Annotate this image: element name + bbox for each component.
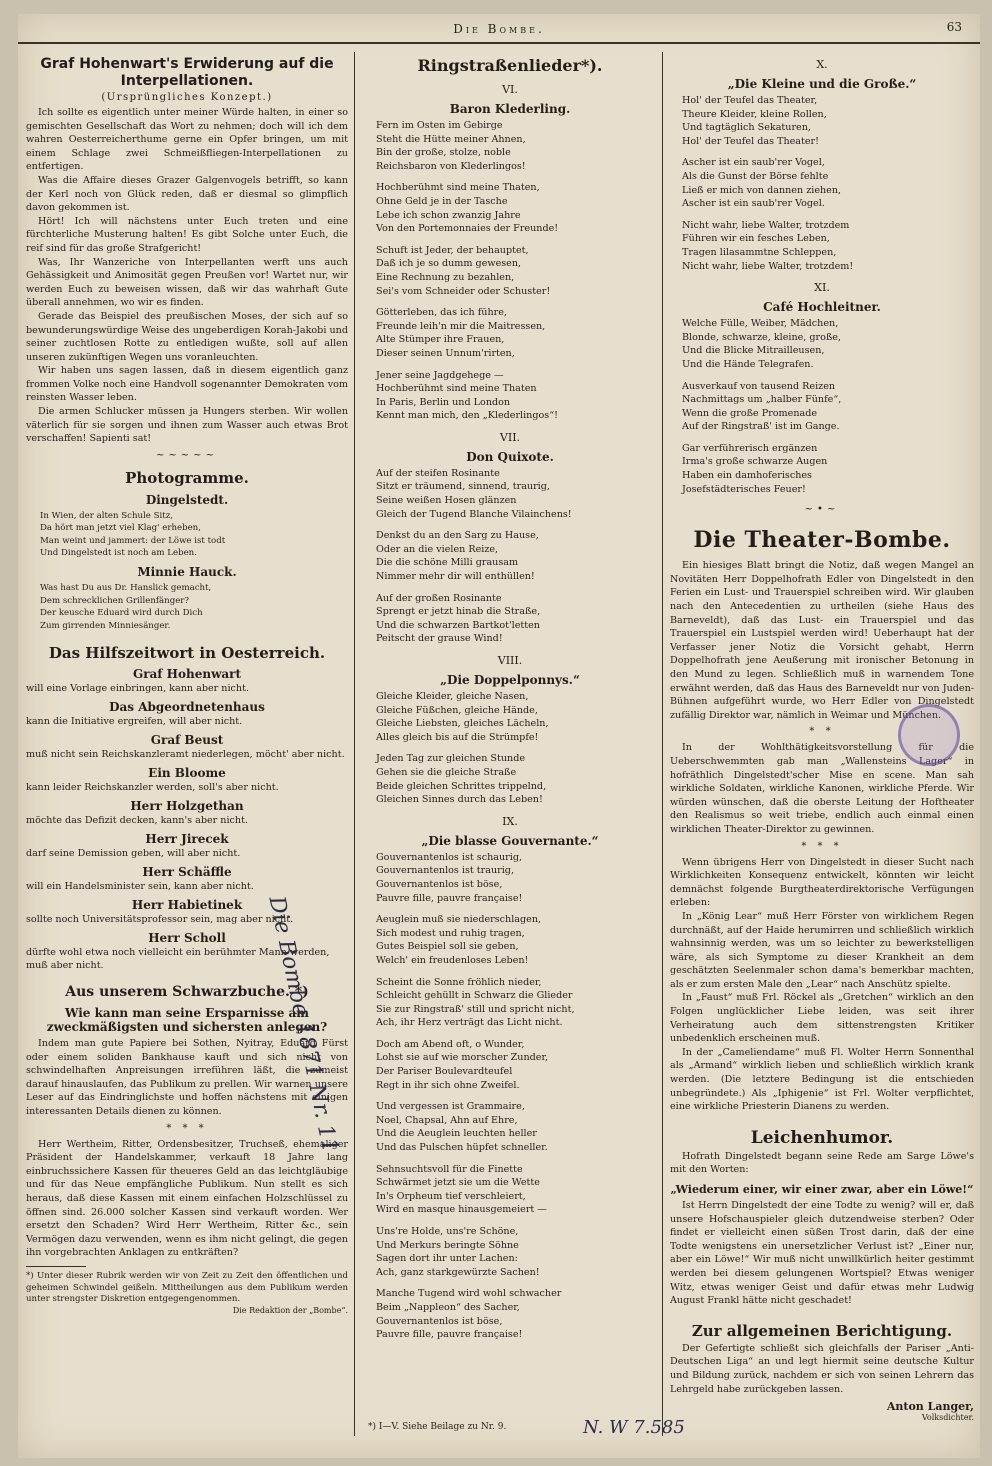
poem-line: Gouvernantenlos ist böse,: [376, 878, 503, 890]
masthead-title: Die Bombe.: [453, 22, 545, 36]
paragraph: Was, Ihr Wanzeriche von Interpellanten werft uns auch Gehässigkeit und Animosität gegen Preußen vor! Wartet nur, wir werden Euch zu beweisen wissen, daß wir das wahrhaft Gute überall annehmen, wo wir es finden.: [26, 256, 348, 309]
article-body: [26, 106, 348, 446]
paragraph: Ich sollte es eigentlich unter meiner Würde halten, in einer so gemischten Gesellschaft das Wort zu nehmen; doch will ich dem wahren Oesterreicherthume gerne ein Opfer bringen, um mit einem Schlage zwei Schmeißfliegen-Interpellationen zu entfertigen.: [26, 107, 348, 173]
poem-line: Zum girrenden Minniesänger.: [40, 620, 171, 631]
poem-line: Ach, ihr Herz verträgt das Licht nicht.: [376, 1017, 563, 1029]
ornament-divider: ~•~: [804, 504, 840, 516]
poem-line: Nimmer mehr dir will enthüllen!: [376, 571, 535, 583]
poem-line: Gutes Beispiel soll sie geben,: [376, 941, 519, 953]
poem-line: Dieser seinen Unnum'rirten,: [376, 347, 515, 359]
entry-text: darf seine Demission geben, will aber nicht.: [26, 848, 241, 860]
entry-name: Graf Hohenwart: [132, 667, 242, 682]
poem-title: „Die Doppelponnys.“: [440, 673, 580, 687]
poem-line: Ach, ganz starkgewürzte Sachen!: [376, 1266, 540, 1278]
stanza: [376, 690, 656, 744]
paragraph: Die armen Schlucker müssen ja Hungers sterben. Wir wollen väterlich für sie sorgen und ihnen zum Wasser auch etwas Brot verschaffen! Sapienti sat!: [26, 406, 348, 445]
page-header: [18, 14, 980, 44]
article-subtitle: (Ursprüngliches Konzept.): [101, 92, 273, 103]
poem-line: Gleiche Kleider, gleiche Nasen,: [376, 691, 529, 702]
section-title: Zur allgemeinen Berichtigung.: [691, 1321, 953, 1340]
poem-line: Aeuglein muß sie niederschlagen,: [376, 914, 542, 926]
poem-line: Gleich der Tugend Blanche Vilainchens!: [376, 508, 572, 520]
poem-line: Josefstädterisches Feuer!: [682, 483, 806, 495]
stanza: [376, 592, 656, 646]
poem-line: Seine weißen Hosen glänzen: [376, 495, 517, 507]
footnote: *) Unter dieser Rubrik werden wir von Zeit zu Zeit den öffentlichen und geheimen Schwindel geißeln. Mittheilungen aus dem Publikum werden unter strengster Diskretion entgegengenommen.: [26, 1271, 348, 1304]
poem-line: Gleiche Füßchen, gleiche Hände,: [376, 704, 538, 716]
poem-line: Jener seine Jagdgehege —: [376, 369, 504, 381]
paragraph: Hört! Ich will nächstens unter Euch treten und eine fürchterliche Musterung halten! Es gibt Solche unter Euch, die reif sind für das große Strafgericht!: [26, 215, 348, 254]
poem-line: Freunde leih'n mir die Maitressen,: [376, 320, 546, 332]
section-title: Leichenhumor.: [750, 1127, 894, 1148]
section-title: Das Hilfszeitwort in Oesterreich.: [48, 644, 326, 663]
section-title: Aus unserem Schwarzbuche. *): [65, 984, 309, 1001]
stanza: [376, 244, 656, 298]
poem-line: Nicht wahr, liebe Walter, trotzdem!: [682, 260, 854, 272]
stanza: [682, 219, 974, 273]
ornament-divider: ~~~~~: [156, 449, 218, 461]
poem-line: Welch' ein freudenloses Leben!: [376, 954, 529, 966]
paragraph: Was die Affaire dieses Grazer Galgenvogels betrifft, so kann der Kerl noch von Glück reden, daß er diesmal so glimpflich davon gekommen ist.: [26, 174, 348, 214]
poem-line: Sagen dort ihr unter Lachen:: [376, 1253, 518, 1265]
poem: [364, 467, 656, 646]
poem-line: Pauvre fille, pauvre française!: [376, 892, 523, 904]
poem-line: Gar verführerisch ergänzen: [682, 442, 818, 454]
poem-line: In's Orpheum tief verschleiert,: [376, 1190, 526, 1202]
poem-line: Auf der Ringstraß' ist im Gange.: [682, 421, 840, 433]
article-body: [670, 559, 974, 722]
poem-line: Götterleben, das ich führe,: [376, 307, 507, 319]
poem-line: Gleiche Liebsten, gleiches Lächeln,: [376, 718, 549, 730]
poem-title: Café Hochleitner.: [763, 300, 881, 315]
stanza: [682, 380, 974, 434]
article-body: [670, 1199, 974, 1308]
poem-line: In Paris, Berlin und London: [376, 396, 511, 408]
poem-title: Minnie Hauck.: [137, 565, 237, 580]
paragraph: Wenn übrigens Herr von Dingelstedt in dieser Sucht nach Wirklichkeiten Konsequenz entwickelt, könnten wir leicht demnächst folgende Burgtheaterdirektorische Verfügungen erleben:: [670, 856, 974, 909]
poem-line: Hol' der Teufel das Theater!: [682, 135, 819, 147]
poem-number: VII.: [499, 430, 521, 444]
poem-line: Sehnsuchtsvoll für die Finette: [376, 1163, 523, 1175]
stanza: [376, 1163, 656, 1217]
entry-text: will ein Handelsminister sein, kann aber nicht.: [26, 881, 254, 893]
poem-title: Don Quixote.: [466, 449, 554, 464]
poem-line: Regt in ihr sich ohne Zweifel.: [376, 1079, 520, 1091]
entry-name: Herr Jirecek: [145, 832, 229, 847]
page-number: 63: [946, 20, 962, 34]
poem-line: Beim „Nappleon“ des Sacher,: [376, 1301, 520, 1313]
paragraph: Hofrath Dingelstedt begann seine Rede am Sarge Löwe's mit den Worten:: [670, 1150, 974, 1176]
poem-number: VI.: [502, 83, 518, 96]
poem-line: Und Merkurs beringte Söhne: [376, 1239, 519, 1251]
poem-line: Bin der große, stolze, noble: [376, 147, 511, 159]
poem-line: Auf der großen Rosinante: [376, 592, 502, 604]
entry-text: sollte noch Universitätsprofessor sein, mag aber nicht.: [26, 914, 294, 926]
handwritten-note: Die Bombe 1871 Nr. 11: [263, 894, 343, 1155]
stanza: [376, 913, 656, 967]
stanza: [376, 306, 656, 360]
paragraph: In der Wohlthätigkeitsvorstellung für die Ueberschwemmten gab man „Wallensteins Lager“ in hofräthlich Dingelstedt'scher Mise en scene. Man sah wirkliche Soldaten, wirkliche Kanonen, wirkliche Pferde. Wir würden wünschen, daß die oberste Leitung der Hoftheater den Realismus so weit triebe, endlich auch einmal einen wirklichen Theater-Direktor zu gewinnen.: [670, 742, 974, 835]
asterism: * * *: [801, 840, 843, 852]
section-title: Ringstraßenlieder*).: [417, 56, 603, 75]
poem-line: Doch am Abend oft, o Wunder,: [376, 1038, 525, 1050]
poem-line: Hochberühmt sind meine Thaten,: [376, 182, 540, 194]
entry-text: möchte das Defizit decken, kann's aber nicht.: [26, 815, 248, 827]
poem-line: Was hast Du aus Dr. Hanslick gemacht,: [40, 583, 212, 594]
stanza: [376, 976, 656, 1030]
poem-line: Steht die Hütte meiner Ahnen,: [376, 133, 526, 145]
poem: [364, 690, 656, 807]
poem-line: Tragen lilasammtne Schleppen,: [682, 246, 837, 258]
poem: [40, 510, 348, 560]
poem-line: Noel, Chapsal, Ahn auf Ehre,: [376, 1114, 518, 1126]
library-stamp: [898, 704, 960, 766]
asterism: * *: [809, 726, 835, 738]
poem-title: „Die Kleine und die Große.“: [727, 77, 917, 91]
poem-line: Gouvernantenlos ist traurig,: [376, 865, 514, 877]
poem-line: Gleichen Sinnes durch das Leben!: [376, 794, 543, 806]
stanza: [376, 1287, 656, 1341]
stanza: [376, 851, 656, 905]
poem: [364, 851, 656, 1342]
newspaper-page: [18, 14, 980, 1458]
poem-line: Ausverkauf von tausend Reizen: [682, 380, 836, 392]
paragraph: Gerade das Beispiel des preußischen Moses, der sich auf so bewunderungswürdige Weise des ungeberdigen Korah-Jakobi und seiner zuchtlosen Rotte zu entledigen wußte, soll auf allen unseren zukünftigen Wegen uns voranleuchten.: [26, 310, 348, 363]
stanza: [376, 752, 656, 806]
poem-line: Welche Fülle, Weiber, Mädchen,: [682, 318, 839, 330]
poem-line: Scheint die Sonne fröhlich nieder,: [376, 976, 542, 988]
poem-line: Schleicht gehüllt in Schwarz die Glieder: [376, 990, 573, 1002]
entry-name: Herr Scholl: [148, 931, 226, 946]
poem-title: Baron Klederling.: [449, 102, 571, 116]
poem-number: IX.: [502, 814, 518, 828]
poem-line: Peitscht der grause Wind!: [376, 633, 503, 645]
poem: [670, 94, 974, 273]
column-rule: [662, 52, 663, 1436]
poem-line: Gouvernantenlos ist schaurig,: [376, 851, 523, 863]
article-body: [26, 1138, 348, 1260]
signature-role: Volksdichter.: [921, 1413, 974, 1423]
poem-line: Alte Stümper ihre Frauen,: [376, 334, 505, 346]
section-subtitle: Wie kann man seine Ersparnisse am zweckmäßigsten und sichersten anlegen?: [46, 1006, 328, 1035]
poem-line: Auf der steifen Rosinante: [376, 467, 500, 479]
poem-line: Eine Rechnung zu bezahlen,: [376, 271, 515, 283]
stanza: [376, 119, 656, 173]
paragraph: Ist Herrn Dingelstedt der eine Todte zu wenig? will er, daß unsere Hofschauspieler gleich dutzendweise sterben? Oder findet er vielleicht einen süßen Trost darin, daß der eine Todte wenigstens ein unersetzlicher Verlust ist? „Einer nur, aber ein Löwe!“ Wir muß nicht unwillkürlich heiter gestimmt werden bei diesem gelungenen Wortspiel? Etwas weniger Witz, etwas weniger Geist und dafür etwas mehr Ludwig August Frankl hätte nicht geschadet!: [670, 1200, 974, 1307]
entry-text: muß nicht sein Reichskanzleramt niederlegen, möcht' aber nicht.: [26, 749, 345, 761]
stanza: [376, 467, 656, 521]
poem-line: Theure Kleider, kleine Rollen,: [682, 108, 827, 120]
column-rule: [354, 52, 355, 1436]
entry-text: dürfte wohl etwa noch vielleicht ein berühmter Mann werden, muß aber nicht.: [26, 947, 330, 972]
entry-name: Herr Habietinek: [131, 898, 243, 913]
poem: [364, 119, 656, 423]
poem-line: Führen wir ein fesches Leben,: [682, 233, 830, 245]
poem-line: Blonde, schwarze, kleine, große,: [682, 331, 842, 343]
entry-name: Herr Schäffle: [142, 865, 232, 880]
footnote: *) I—V. Siehe Beilage zu Nr. 9.: [368, 1422, 507, 1432]
paragraph: Wir haben uns sagen lassen, daß in diesem eigentlich ganz frommen Volke noch eine Handvoll sogenannter Demokraten vom reinsten Wasser leben.: [26, 365, 348, 404]
poem-line: Schwärmet jetzt sie um die Wette: [376, 1177, 540, 1189]
handwritten-shelfmark: N. W 7.585: [583, 1417, 685, 1438]
stanza: [682, 317, 974, 371]
poem-line: Die die schöne Milli grausam: [376, 557, 519, 569]
poem-line: Als die Gunst der Börse fehlte: [682, 170, 829, 182]
stanza: [376, 1100, 656, 1154]
poem-line: Denkst du an den Sarg zu Hause,: [376, 530, 539, 542]
asterism: * * *: [166, 1122, 208, 1134]
section-title: Photogramme.: [125, 468, 249, 487]
paragraph: In „Faust“ muß Frl. Röckel als „Gretchen“ wirklich an den Folgen unglücklicher Liebe leiden, was seit ihrer Verheiratung auch dem sittenstrengsten Kritiker unbedenklich erscheinen muß.: [670, 992, 974, 1045]
footnote-rule: [26, 1266, 86, 1267]
poem-line: In Wien, der alten Schule Sitz,: [40, 510, 173, 521]
poem-line: Hochberühmt sind meine Thaten: [376, 383, 537, 395]
poem-line: Pauvre fille, pauvre française!: [376, 1329, 523, 1341]
entry-name: Ein Bloome: [148, 766, 226, 781]
poem-line: Wenn die große Promenade: [682, 407, 818, 419]
poem-line: Und das Pulschen hüpfet schneller.: [376, 1142, 548, 1154]
poem-line: Ascher ist ein saub'rer Vogel.: [682, 198, 825, 210]
paragraph: Indem man gute Papiere bei Sothen, Nyitray, Eduard Fürst oder einem soliden Bankhause kauft und sich nicht von schwindelhaften Anpreisungen irreführen läßt, die zumeist darauf hinauslaufen, das Publikum zu prellen. Wir warnen unsere Leser auf das Eindringlichste und hoffen nächstens mit einigen interessanten Details dienen zu können.: [26, 1038, 348, 1118]
poem-line: Sitzt er träumend, sinnend, traurig,: [376, 481, 550, 493]
poem-line: Von den Portemonnaies der Freunde!: [376, 223, 559, 235]
poem-line: Der keusche Eduard wird durch Dich: [40, 608, 203, 619]
poem-line: Man weint und jammert: der Löwe ist todt: [40, 535, 226, 546]
entry-text: will eine Vorlage einbringen, kann aber nicht.: [26, 683, 249, 695]
poem-line: Gouvernantenlos ist böse,: [376, 1315, 503, 1327]
entry-list: [26, 667, 348, 972]
paragraph: Der Gefertigte schließt sich gleichfalls der Pariser „Anti-Deutschen Liga“ an und legt hiermit seine deutsche Kultur und Bildung zurück, nachdem er sich von seinen Lehrern das Lehrgeld habe zurückgeben lassen.: [670, 1342, 974, 1395]
stanza: [376, 529, 656, 583]
poem-line: Irma's große schwarze Augen: [682, 456, 828, 468]
stanza: [376, 1038, 656, 1092]
poem-line: Sprengt er jetzt hinab die Straße,: [376, 606, 541, 618]
article-body: [670, 1150, 974, 1177]
entry-text: kann die Initiative ergreifen, will aber nicht.: [26, 716, 243, 728]
poem-line: Sich modest und ruhig tragen,: [376, 927, 525, 939]
poem-title: „Die blasse Gouvernante.“: [421, 833, 599, 848]
paragraph: Herr Wertheim, Ritter, Ordensbesitzer, Truchseß, ehemaliger Präsident der Handelskammer, verkauft 18 Jahre lang einbruchssichere Kassen für theueres Geld an das leichtgläubige und für das Neue empfängliche Publikum. Nun stellt es sich heraus, daß diese Kassen mit einem einfachen Holzschlüssel zu öffnen sind. 26.000 solcher Kassen sind verkauft worden. Wer ersetzt den Schaden? Wird Herr Wertheim, Ritter &c., sein Vermögen dazu verwenden, wenn es ihm nicht gelingt, die gegen ihn vorgebrachten Anklagen zu entkräften?: [26, 1138, 348, 1259]
poem-line: Daß ich je so dumm gewesen,: [376, 258, 522, 270]
poem-line: Nicht wahr, liebe Walter, trotzdem: [682, 219, 850, 231]
poem-line: Reichsbaron von Klederlingos!: [376, 160, 526, 172]
poem-line: Fern im Osten im Gebirge: [376, 120, 503, 131]
entry-name: Das Abgeordnetenhaus: [109, 700, 265, 715]
stanza: [682, 94, 974, 148]
poem-number: X.: [816, 58, 828, 71]
poem-line: Lebe ich schon zwanzig Jahre: [376, 209, 521, 221]
poem-line: Gehen sie die gleiche Straße: [376, 766, 517, 778]
stanza: [376, 369, 656, 423]
poem-line: Oder an die vielen Reize,: [376, 543, 499, 555]
stanza: [376, 181, 656, 235]
section-title: Die Theater-Bombe.: [693, 527, 951, 554]
poem-line: Hol' der Teufel das Theater,: [682, 95, 818, 106]
poem-line: Und tagtäglich Sekaturen,: [682, 122, 811, 134]
poem-line: Sei's vom Schneider oder Schuster!: [376, 285, 551, 297]
quote: „Wiederum einer, wir einer zwar, aber ein Löwe!“: [670, 1183, 974, 1196]
poem-line: Und Dingelstedt ist noch am Leben.: [40, 548, 197, 559]
poem-line: Und die schwarzen Bartkot'letten: [376, 619, 540, 631]
poem-title: Dingelstedt.: [145, 492, 229, 507]
poem-line: Ohne Geld je in der Tasche: [376, 195, 508, 207]
poem-line: Und vergessen ist Grammaire,: [376, 1101, 525, 1113]
poem-line: Sie zur Ringstraß' still und spricht nicht,: [376, 1003, 575, 1015]
article-body: [670, 856, 974, 1114]
article-title: Graf Hohenwart's Erwiderung auf die Interpellationen.: [40, 56, 334, 89]
poem-number: VIII.: [497, 654, 523, 667]
poem-line: Manche Tugend wird wohl schwacher: [376, 1288, 562, 1300]
entry-text: kann leider Reichskanzler werden, soll's aber nicht.: [26, 782, 279, 794]
poem-line: Ascher ist ein saub'rer Vogel,: [682, 157, 825, 169]
poem-line: Schuft ist Jeder, der behauptet,: [376, 244, 529, 256]
poem-line: Uns're Holde, uns're Schöne,: [376, 1226, 519, 1237]
poem-line: Nachmittags um „halber Fünfe“,: [682, 394, 842, 406]
poem-line: Und die Aeuglein leuchten heller: [376, 1128, 537, 1140]
entry-name: Herr Holzgethan: [130, 799, 244, 814]
paragraph: In der „Cameliendame“ muß Fl. Wolter Herrn Sonnenthal als „Armand“ wirklich lieben und schließlich wirklich krank werden. (Die letztere Bedingung ist die entschieden unbegründete.) Als „Iphigenie“ ist Frl. Wolter verpflichtet, eine wirkliche Priesterin Dianens zu werden.: [670, 1046, 974, 1113]
poem-line: Beide gleichen Schrittes trippelnd,: [376, 780, 547, 792]
entry-name: Graf Beust: [150, 733, 224, 748]
poem-line: Der Pariser Boulevardteufel: [376, 1066, 513, 1078]
poem-line: Kennt man mich, den „Klederlingos“!: [376, 410, 558, 422]
poem-line: Lohst sie auf wie morscher Zunder,: [376, 1052, 549, 1064]
poem: [670, 317, 974, 496]
footnote-signature: Die Redaktion der „Bombe“.: [232, 1305, 348, 1315]
stanza: [682, 442, 974, 496]
poem-line: Alles gleich bis auf die Strümpfe!: [376, 731, 539, 743]
poem-line: Da hört man jetzt viel Klag' erheben,: [40, 523, 201, 534]
poem-line: Wird en masque hinausgemeiert —: [376, 1204, 547, 1216]
poem-line: Jeden Tag zur gleichen Stunde: [376, 753, 526, 765]
column-left: [26, 50, 348, 1444]
column-middle: [364, 50, 656, 1444]
poem-line: Dem schrecklichen Grillenfänger?: [40, 595, 190, 606]
poem-number: XI.: [814, 281, 830, 295]
stanza: [376, 1225, 656, 1279]
poem-line: Ließ er mich von dannen ziehen,: [682, 184, 842, 196]
poem-line: Haben ein damhoferisches: [682, 470, 812, 482]
stanza: [682, 156, 974, 210]
paragraph: Ein hiesiges Blatt bringt die Notiz, daß wegen Mangel an Novitäten Herr Doppelhofrath Edler von Dingelstedt in den Ferien ein Lust- und Trauerspiel schreiben wird. Wir glauben nach den Antecedentien zu urtheilen (siehe Haus des Barneveldt), daß das Lust- ein Trauerspiel und das Trauerspiel ein Lustspiel werden wird! Ueberhaupt hat der Verfasser jener Notiz die Vorsicht gehabt, Herrn Doppelhofrath jene Aeußerung mit ironischer Betonung in den Mund zu legen. Schließlich muß in warnendem Tone erwähnt werden, daß das Haus des Barneveldt nur von Juden-Bühnen aufgeführt wurde, wo Herr Edler von Dingelstedt zufällig Direktor war, nämlich in Weimar und München.: [670, 560, 974, 721]
signature: Anton Langer,: [886, 1400, 974, 1414]
poem: [40, 582, 348, 632]
paragraph: In „König Lear“ muß Herr Förster von wirklichem Regen durchnäßt, auf der Haide herumirren und schließlich wirklich wahnsinnig werden, was um so leichter zu bewerkstelligen wäre, als sich Symptome zu dieser Krankheit an dem geschätzten Seelenmaler schon dama's bemerkbar machten, als er zum ersten Male den „Lear“ nach Anschütz spielte.: [670, 910, 974, 990]
poem-line: Und die Hände Telegrafen.: [682, 358, 814, 370]
article-body: [670, 1342, 974, 1396]
poem-line: Und die Blicke Mitrailleusen,: [682, 345, 825, 357]
